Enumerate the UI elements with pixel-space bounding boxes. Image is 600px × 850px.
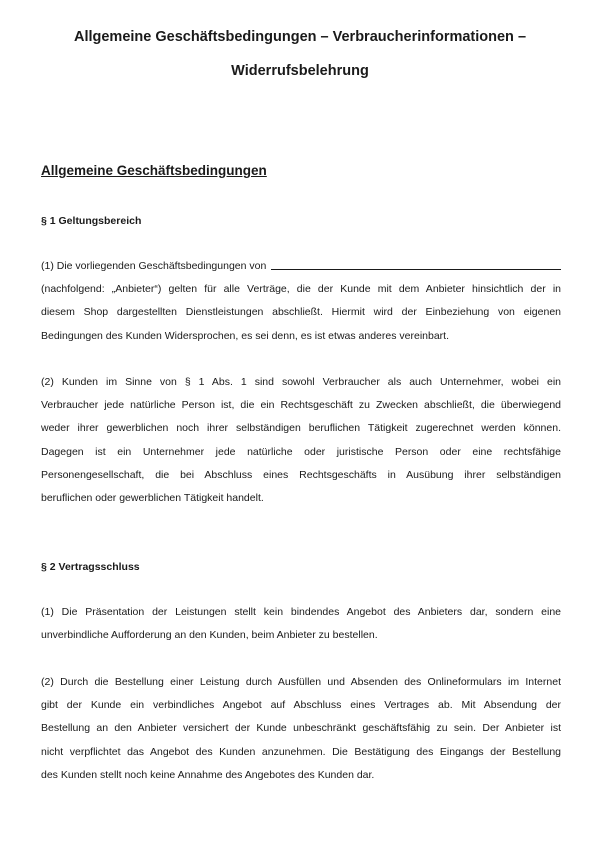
paragraph-line: Personengesellschaft, die bei Abschluss eines Rechtsgeschäfts in Ausübung ihrer selbständigen: [41, 468, 561, 481]
paragraph-line: (1) Die vorliegenden Geschäftsbedingungen von: [41, 260, 267, 272]
paragraph-line: diesem Shop dargestellten Dienstleistungen abschließt. Hiermit wird der Einbeziehung von eigenen: [41, 306, 561, 319]
paragraph-line: beruflichen oder gewerblichen Tätigkeit handelt.: [41, 491, 264, 504]
paragraph-line: Dagegen ist ein Unternehmer jede natürliche oder juristische Person oder eine rechtsfähige: [41, 445, 561, 458]
paragraph-1-heading: § 1 Geltungsbereich: [41, 215, 142, 227]
paragraph-line: nicht verpflichtet das Angebot des Kunden anzunehmen. Die Bestätigung des Eingangs der Bestellung: [41, 745, 561, 758]
paragraph-line: (nachfolgend: „Anbieter“) gelten für alle Verträge, die der Kunde mit dem Anbieter hinsichtlich der in: [41, 283, 561, 296]
paragraph-line: gibt der Kunde ein verbindliches Angebot auf Abschluss eines Vertrages ab. Mit Absendung der: [41, 699, 561, 712]
section-heading: Allgemeine Geschäftsbedingungen: [41, 163, 267, 178]
paragraph-line: des Kunden stellt noch keine Annahme des Angebotes des Kunden dar.: [41, 768, 375, 781]
paragraph-line: Bedingungen des Kunden Widersprochen, es sei denn, es ist etwas anderes vereinbart.: [41, 329, 450, 342]
paragraph-2-heading: § 2 Vertragsschluss: [41, 561, 140, 573]
provider-name-blank-field: [271, 257, 561, 270]
paragraph-line: Bestellung an den Anbieter versichert der Kunde unbeschränkt geschäftsfähig zu sein. Der Anbieter ist: [41, 722, 561, 735]
paragraph-1-1: [41, 255, 561, 348]
paragraph-2-2: [41, 671, 561, 787]
paragraph-line: unverbindliche Aufforderung an den Kunden, beim Anbieter zu bestellen.: [41, 629, 378, 642]
paragraph-line: Verbraucher jede natürliche Person ist, die ein Rechtsgeschäft zu Zwecken abschließt, die überwiegend: [41, 399, 561, 412]
paragraph-line: (1) Die Präsentation der Leistungen stellt kein bindendes Angebot des Anbieters dar, sondern eine: [41, 606, 561, 618]
paragraph-2-1: [41, 601, 561, 647]
paragraph-1-2: [41, 371, 561, 510]
paragraph-line: (2) Durch die Bestellung einer Leistung durch Ausfüllen und Absenden des Onlineformulars im Internet: [41, 676, 561, 688]
paragraph-line: (2) Kunden im Sinne von § 1 Abs. 1 sind sowohl Verbraucher als auch Unternehmer, wobei ein: [41, 376, 561, 388]
provider-name-line: [41, 255, 561, 278]
document-title-line-1: Allgemeine Geschäftsbedingungen – Verbraucherinformationen –: [73, 29, 527, 45]
paragraph-line: weder ihrer gewerblichen noch ihrer selbständigen beruflichen Tätigkeit zugerechnet werden können.: [41, 422, 561, 435]
document-title-line-2: Widerrufsbelehrung: [231, 63, 369, 79]
